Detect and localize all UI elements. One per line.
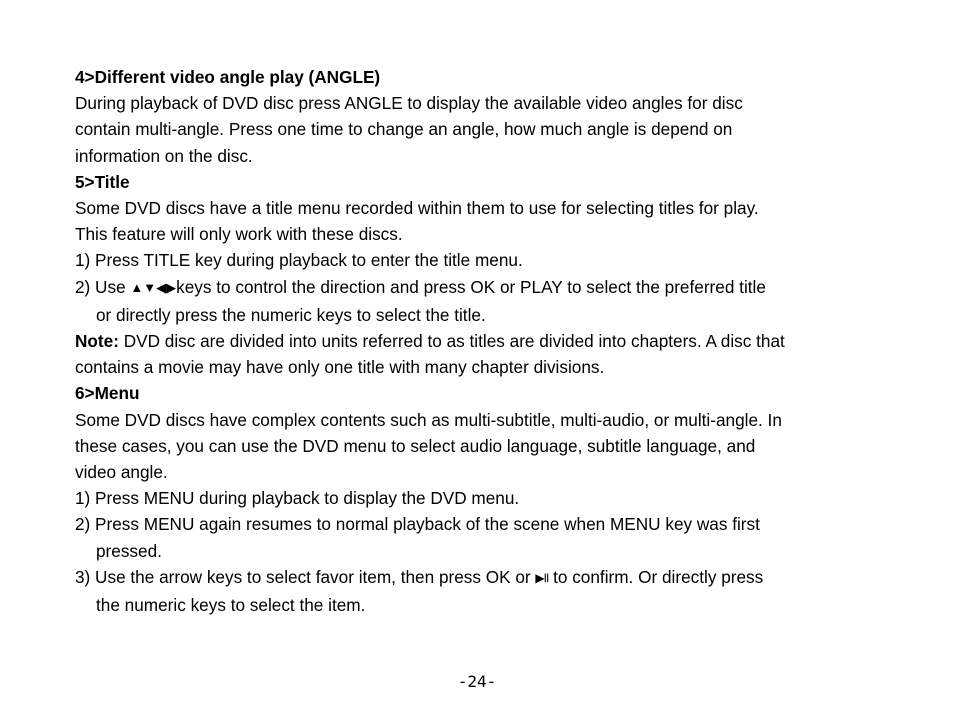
menu-step-1: 1) Press MENU during playback to display the DVD menu. xyxy=(75,488,520,509)
menu-step-3-prefix: 3) Use the arrow keys to select favor item, then press OK or xyxy=(75,566,536,587)
title-text-line-1: Some DVD discs have a title menu recorded within them to use for selecting titles for play. xyxy=(75,198,759,219)
angle-text-line-2: contain multi-angle. Press one time to change an angle, how much angle is depend on xyxy=(75,119,733,140)
title-step-2 xyxy=(75,274,935,302)
direction-arrows-icon: ▲▼◀▶ xyxy=(130,279,177,295)
menu-step-2: 2) Press MENU again resumes to normal playback of the scene when MENU key was first xyxy=(75,514,760,535)
section-heading-angle: 4>Different video angle play (ANGLE) xyxy=(75,67,381,87)
play-pause-icon: ▶II xyxy=(535,570,549,585)
title-step-2-prefix: 2) Use xyxy=(75,276,131,297)
angle-text-line-1: During playback of DVD disc press ANGLE to display the available video angles for disc xyxy=(75,93,743,114)
title-step-1: 1) Press TITLE key during playback to enter the title menu. xyxy=(75,250,523,271)
menu-text-line-3: video angle. xyxy=(75,462,168,483)
title-step-2-continuation: or directly press the numeric keys to select the title. xyxy=(96,304,486,325)
manual-page-content xyxy=(75,64,935,618)
menu-step-3 xyxy=(75,564,935,592)
section-heading-menu: 6>Menu xyxy=(75,383,140,404)
page-number: -24- xyxy=(457,672,497,691)
angle-text-line-3: information on the disc. xyxy=(75,145,253,166)
title-step-2-rest: keys to control the direction and press OK or PLAY to select the preferred title xyxy=(176,276,766,297)
menu-step-2-continuation: pressed. xyxy=(96,540,162,561)
title-text-line-2: This feature will only work with these discs. xyxy=(75,224,403,245)
menu-step-3-continuation: the numeric keys to select the item. xyxy=(96,595,366,616)
note-text-line-2: contains a movie may have only one title with many chapter divisions. xyxy=(75,357,605,378)
note-text-line-1: DVD disc are divided into units referred to as titles are divided into chapters. A disc that xyxy=(118,331,785,352)
note-label: Note: xyxy=(75,331,119,352)
section-heading-title: 5>Title xyxy=(75,171,130,192)
menu-step-3-rest: to confirm. Or directly press xyxy=(548,566,764,587)
menu-text-line-1: Some DVD discs have complex contents such as multi-subtitle, multi-audio, or multi-angle. In xyxy=(75,409,782,430)
title-note xyxy=(75,328,935,354)
menu-text-line-2: these cases, you can use the DVD menu to select audio language, subtitle language, and xyxy=(75,435,756,456)
